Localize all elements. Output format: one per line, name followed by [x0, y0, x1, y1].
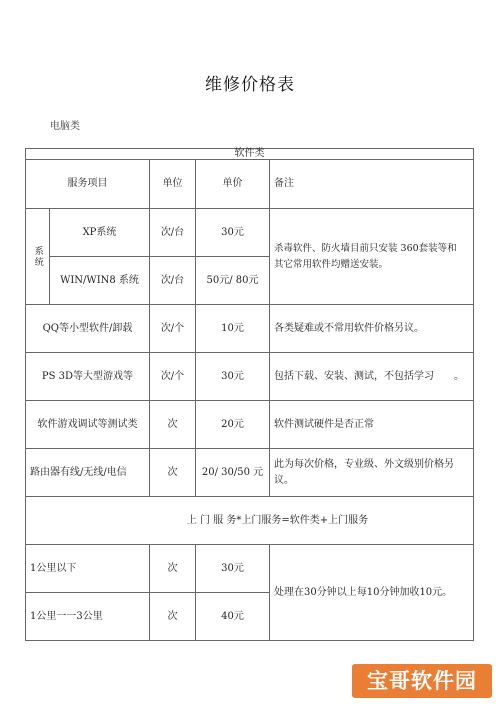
row-item: QQ等小型软件/卸载: [26, 305, 150, 353]
row-item: XP系统: [50, 209, 150, 257]
row-price: 20/ 30/50 元: [196, 449, 270, 497]
header-price: 单价: [196, 160, 270, 209]
system-note: [270, 209, 474, 305]
table-row: [26, 449, 474, 497]
table-row: [26, 209, 474, 257]
row-item: WIN/WIN8 系统: [50, 257, 150, 305]
row-unit: 次/台: [150, 209, 196, 257]
row-unit: 次/个: [150, 305, 196, 353]
table-row: [26, 305, 474, 353]
section-header-row: [26, 497, 474, 545]
visit-price: 40元: [196, 593, 270, 641]
row-unit: 次: [150, 449, 196, 497]
watermark-logo: 宝哥软件园: [352, 664, 492, 698]
row-unit: 次: [150, 401, 196, 449]
visit-item: 1公里以下: [26, 545, 150, 593]
visit-unit: 次: [150, 593, 196, 641]
row-unit: 次/个: [150, 353, 196, 401]
visit-note: 处理在30分钟以上每10分钟加收10元。: [270, 545, 474, 641]
row-price: 20元: [196, 401, 270, 449]
row-note: 此为每次价格，专业级、外文级别价格另议。: [270, 449, 474, 497]
section-header-onsite: 上 门 服 务*上门服务=软件类+上门服务: [26, 497, 474, 545]
table-row: [26, 353, 474, 401]
visit-item: 1公里一一3公里: [26, 593, 150, 641]
column-header-row: [26, 160, 474, 209]
page-title: 维修价格表: [205, 75, 295, 95]
row-note: 各类疑难或不常用软件价格另议。: [270, 305, 474, 353]
row-item: PS 3D等大型游戏等: [26, 353, 150, 401]
system-group-label: 系统: [26, 209, 50, 305]
section-header-software: 软件类: [26, 149, 474, 160]
row-item: 路由器有线/无线/电信: [26, 449, 150, 497]
visit-unit: 次: [150, 545, 196, 593]
row-item: 软件游戏调试等测试类: [26, 401, 150, 449]
section-header-row: [26, 149, 474, 160]
category-label: 电脑类: [50, 121, 80, 132]
row-note: 包括下载、安装、测试，不包括学习 。: [270, 353, 474, 401]
header-unit: 单位: [150, 160, 196, 209]
table-row: [26, 545, 474, 593]
header-service-item: 服务项目: [26, 160, 150, 209]
system-note-line2: 其它常用软件均赠送安装。: [274, 258, 389, 270]
row-price: 50元/ 80元: [196, 257, 270, 305]
row-price: 30元: [196, 209, 270, 257]
visit-price: 30元: [196, 545, 270, 593]
row-unit: 次/台: [150, 257, 196, 305]
table-row: [26, 401, 474, 449]
row-price: 30元: [196, 353, 270, 401]
row-note: 软件测试硬件是否正常: [270, 401, 474, 449]
price-table: [25, 148, 474, 641]
row-price: 10元: [196, 305, 270, 353]
header-note: 备注: [270, 160, 474, 209]
system-note-line1: 杀毒软件、防火墙目前只安装 360套装等和: [274, 243, 457, 255]
